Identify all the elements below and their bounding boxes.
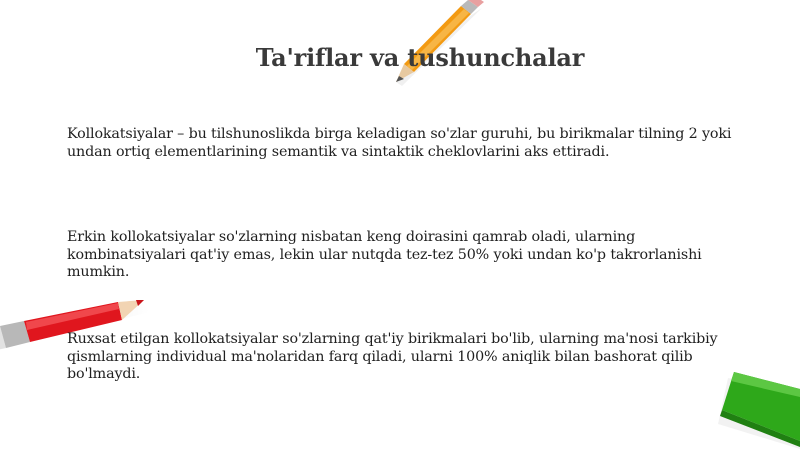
paragraph-fixed-collocations: Ruxsat etilgan kollokatsiyalar so'zlarning qat'iy birikmalari bo'lib, ularning ma'nosi tarkibiy qismlarning individual ma'nolaridan farq qiladi, ularni 100% aniqlik bilan bashorat qilib bo'lmaydi. (67, 331, 718, 383)
slide-title: Ta'riflar va tushunchalar (255, 43, 585, 73)
paragraph-collocation-definition: Kollokatsiyalar – bu tilshunoslikda birga keladigan so'zlar guruhi, bu birikmalar tilning 2 yoki undan ortiq elementlarining semantik va sintaktik cheklovlarini aks ettiradi. (67, 126, 732, 160)
paragraph-free-collocations: Erkin kollokatsiyalar so'zlarning nisbatan keng doirasini qamrab oladi, ularning kombinatsiyalari qat'iy emas, lekin ular nutqda tez-tez 50% yoki undan ko'p takrorlanishi mumkin. (67, 229, 702, 281)
